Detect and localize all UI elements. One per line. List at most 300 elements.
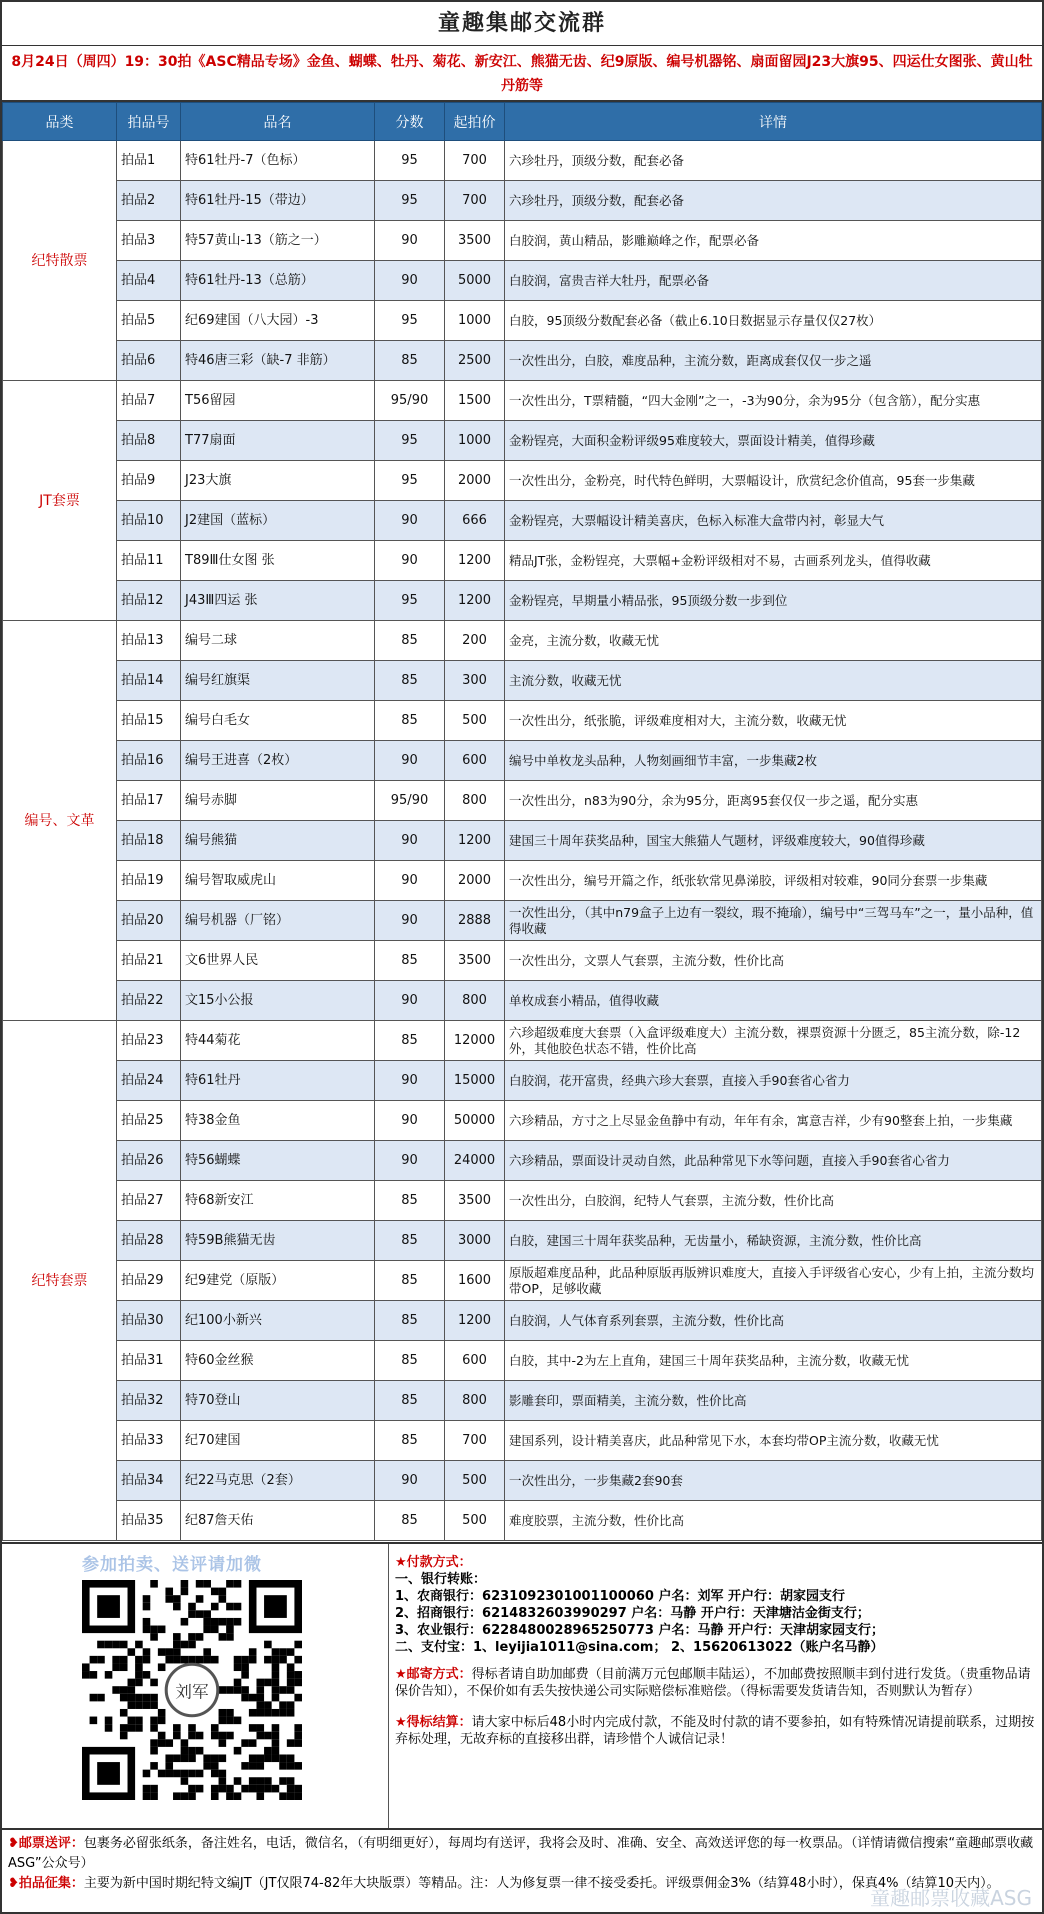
- qr-module: [272, 1648, 280, 1656]
- start-price-cell: 3500: [445, 941, 505, 981]
- qr-module: [112, 1656, 120, 1664]
- qr-module: [143, 1792, 151, 1800]
- qr-module: [226, 1580, 234, 1588]
- qr-module: [249, 1785, 257, 1793]
- qr-module: [150, 1580, 158, 1588]
- qr-module: [181, 1770, 189, 1778]
- table-row: [3, 1261, 1042, 1301]
- bottom-info-section: [2, 1542, 1042, 1828]
- qr-module: [226, 1603, 234, 1611]
- qr-module: [272, 1785, 280, 1793]
- qr-module: [241, 1739, 249, 1747]
- item-name-cell: T56留园: [181, 381, 375, 421]
- qr-module: [241, 1671, 249, 1679]
- qr-module: [287, 1701, 295, 1709]
- qr-module: [196, 1610, 204, 1618]
- qr-module: [226, 1626, 234, 1634]
- start-price-cell: 200: [445, 621, 505, 661]
- qr-module: [188, 1785, 196, 1793]
- qr-module: [135, 1694, 143, 1702]
- qr-module: [165, 1754, 173, 1762]
- qr-module: [196, 1595, 204, 1603]
- table-row: [3, 461, 1042, 501]
- qr-module: [219, 1777, 227, 1785]
- detail-cell: 建国三十周年获奖品种，国宝大熊猫人气题材，评级难度较大，90值得珍藏: [505, 821, 1042, 861]
- lot-number-cell: 拍品17: [117, 781, 181, 821]
- table-row: [3, 661, 1042, 701]
- detail-cell: 一次性出分，n83为90分，余为95分，距离95套仅仅一步之遥，配分实惠: [505, 781, 1042, 821]
- alipay-separator: ； 2、: [653, 1640, 694, 1655]
- score-cell: 95/90: [375, 381, 445, 421]
- qr-module: [287, 1671, 295, 1679]
- wechat-qr-code[interactable]: [82, 1580, 302, 1800]
- lot-number-cell: 拍品3: [117, 221, 181, 261]
- score-cell: 90: [375, 741, 445, 781]
- qr-module: [150, 1724, 158, 1732]
- bank-2-account: 6214832603990297: [482, 1606, 627, 1621]
- qr-module: [120, 1709, 128, 1717]
- qr-module: [211, 1724, 219, 1732]
- score-cell: 90: [375, 861, 445, 901]
- detail-cell: 白胶，建国三十周年获奖品种，无齿量小，稀缺资源，主流分数，性价比高: [505, 1221, 1042, 1261]
- qr-module: [158, 1717, 166, 1725]
- payment-heading: ★付款方式：: [395, 1555, 472, 1570]
- qr-module: [211, 1770, 219, 1778]
- start-price-cell: 1000: [445, 301, 505, 341]
- qr-module: [226, 1785, 234, 1793]
- qr-module: [279, 1648, 287, 1656]
- lot-number-cell: 拍品19: [117, 861, 181, 901]
- qr-module: [150, 1679, 158, 1687]
- bank-line-1: [395, 1588, 1036, 1605]
- qr-module: [241, 1663, 249, 1671]
- item-name-cell: 编号智取威虎山: [181, 861, 375, 901]
- table-row: [3, 541, 1042, 581]
- qr-module: [264, 1732, 272, 1740]
- table-row: [3, 301, 1042, 341]
- qr-module: [143, 1595, 151, 1603]
- table-row: [3, 1461, 1042, 1501]
- item-name-cell: 纪9建党（原版）: [181, 1261, 375, 1301]
- header-item-name: 品名: [181, 103, 375, 141]
- lot-number-cell: 拍品35: [117, 1501, 181, 1541]
- qr-module: [188, 1656, 196, 1664]
- qr-module: [90, 1717, 98, 1725]
- qr-module: [226, 1633, 234, 1641]
- lot-number-cell: 拍品6: [117, 341, 181, 381]
- item-name-cell: 特61牡丹-13（总筋）: [181, 261, 375, 301]
- qr-module: [196, 1732, 204, 1740]
- start-price-cell: 1500: [445, 381, 505, 421]
- lot-number-cell: 拍品13: [117, 621, 181, 661]
- score-cell: 95: [375, 181, 445, 221]
- score-cell: 90: [375, 901, 445, 941]
- start-price-cell: 800: [445, 1381, 505, 1421]
- qr-module: [287, 1785, 295, 1793]
- item-name-cell: T89Ⅲ仕女图 张: [181, 541, 375, 581]
- qr-module: [279, 1754, 287, 1762]
- qr-module: [294, 1679, 302, 1687]
- qr-module: [219, 1618, 227, 1626]
- qr-module: [135, 1724, 143, 1732]
- qr-module: [135, 1656, 143, 1664]
- table-row: [3, 1061, 1042, 1101]
- qr-module: [211, 1792, 219, 1800]
- qr-module: [241, 1694, 249, 1702]
- auction-subtitle: 8月24日（周四）19：30拍《ASC精品专场》金鱼、蝴蝶、牡丹、菊花、新安江、熊猫无齿、纪9原版、编号机器铭、扇面留园J23大旗95、四运仕女图张、黄山牡丹筋等: [2, 46, 1042, 102]
- item-name-cell: 特46唐三彩（缺-7 非筋）: [181, 341, 375, 381]
- item-name-cell: 纪87詹天佑: [181, 1501, 375, 1541]
- qr-module: [135, 1641, 143, 1649]
- lot-number-cell: 拍品31: [117, 1341, 181, 1381]
- qr-module: [150, 1701, 158, 1709]
- qr-module: [287, 1679, 295, 1687]
- item-name-cell: 特60金丝猴: [181, 1341, 375, 1381]
- qr-module: [120, 1641, 128, 1649]
- qr-heading: 参加拍卖、送评请加微: [82, 1555, 262, 1575]
- qr-module: [256, 1709, 264, 1717]
- start-price-cell: 2000: [445, 461, 505, 501]
- qr-module: [287, 1754, 295, 1762]
- qr-module: [165, 1762, 173, 1770]
- table-row: [3, 1341, 1042, 1381]
- start-price-cell: 2500: [445, 341, 505, 381]
- qr-module: [203, 1656, 211, 1664]
- score-cell: 85: [375, 1341, 445, 1381]
- detail-cell: 六珍牡丹，顶级分数，配套必备: [505, 141, 1042, 181]
- table-row: [3, 1421, 1042, 1461]
- header-detail: 详情: [505, 103, 1042, 141]
- table-row: [3, 1021, 1042, 1061]
- qr-module: [112, 1641, 120, 1649]
- start-price-cell: 666: [445, 501, 505, 541]
- qr-module: [287, 1709, 295, 1717]
- qr-module: [272, 1754, 280, 1762]
- detail-cell: 一次性出分，编号开篇之作，纸张软常见鼻涕胶，评级相对较难，90同分套票一步集藏: [505, 861, 1042, 901]
- qr-module: [249, 1754, 257, 1762]
- lot-number-cell: 拍品18: [117, 821, 181, 861]
- qr-module: [90, 1694, 98, 1702]
- qr-module: [112, 1663, 120, 1671]
- qr-module: [211, 1762, 219, 1770]
- table-row: [3, 1381, 1042, 1421]
- item-name-cell: J2建国（蓝标）: [181, 501, 375, 541]
- qr-module: [211, 1656, 219, 1664]
- table-row: [3, 741, 1042, 781]
- detail-cell: 一次性出分，金粉亮，时代特色鲜明，大票幅设计，欣赏纪念价值高，95套一步集藏: [505, 461, 1042, 501]
- start-price-cell: 1200: [445, 821, 505, 861]
- table-row: [3, 581, 1042, 621]
- send-grading-text: 包裹务必留张纸条，备注姓名，电话，微信名，（有明细更好），每周均有送评，我将会及时、准确、安全、高效送评您的每一枚票品。（详情请微信搜索“童趣邮票收藏ASG”公众号）: [8, 1836, 1034, 1871]
- qr-module: [256, 1724, 264, 1732]
- category-cell: 纪特散票: [3, 141, 117, 381]
- table-row: [3, 421, 1042, 461]
- qr-module: [196, 1770, 204, 1778]
- table-row: [3, 621, 1042, 661]
- qr-module: [105, 1641, 113, 1649]
- qr-module: [97, 1694, 105, 1702]
- table-body: [3, 141, 1042, 1541]
- lot-number-cell: 拍品11: [117, 541, 181, 581]
- qr-module: [188, 1754, 196, 1762]
- qr-module: [120, 1694, 128, 1702]
- header-lot-no: 拍品号: [117, 103, 181, 141]
- item-name-cell: 编号机器（厂铭）: [181, 901, 375, 941]
- collection-heading: ❥拍品征集：: [8, 1876, 84, 1891]
- qr-module: [128, 1694, 136, 1702]
- alipay-prefix: 二、支付宝：1、: [395, 1640, 496, 1655]
- qr-module: [173, 1641, 181, 1649]
- start-price-cell: 500: [445, 1461, 505, 1501]
- lot-number-cell: 拍品24: [117, 1061, 181, 1101]
- qr-module: [173, 1595, 181, 1603]
- item-name-cell: 特44菊花: [181, 1021, 375, 1061]
- alipay-account-name: （账户名马静）: [792, 1640, 884, 1655]
- detail-cell: 一次性出分，纸张脆，评级难度相对大，主流分数，收藏无忧: [505, 701, 1042, 741]
- item-name-cell: 纪22马克思（2套）: [181, 1461, 375, 1501]
- qr-module: [173, 1603, 181, 1611]
- table-row: [3, 821, 1042, 861]
- table-row: [3, 261, 1042, 301]
- qr-module: [294, 1792, 302, 1800]
- qr-module: [120, 1656, 128, 1664]
- lot-number-cell: 拍品14: [117, 661, 181, 701]
- detail-cell: 金粉锃亮，大面积金粉评级95难度较大，票面设计精美，值得珍藏: [505, 421, 1042, 461]
- qr-module: [241, 1656, 249, 1664]
- start-price-cell: 1200: [445, 1301, 505, 1341]
- score-cell: 85: [375, 1381, 445, 1421]
- detail-cell: 白胶润，人气体育系列套票，主流分数，性价比高: [505, 1301, 1042, 1341]
- qr-module: [249, 1648, 257, 1656]
- start-price-cell: 1200: [445, 581, 505, 621]
- qr-module: [188, 1633, 196, 1641]
- alipay-account-2: 15620613022: [693, 1640, 793, 1655]
- qr-module: [158, 1626, 166, 1634]
- score-cell: 95: [375, 301, 445, 341]
- qr-module: [219, 1588, 227, 1596]
- score-cell: 90: [375, 501, 445, 541]
- qr-module: [165, 1656, 173, 1664]
- qr-module: [241, 1686, 249, 1694]
- qr-module: [173, 1648, 181, 1656]
- qr-module: [241, 1762, 249, 1770]
- qr-module: [135, 1717, 143, 1725]
- score-cell: 95/90: [375, 781, 445, 821]
- score-cell: 90: [375, 1461, 445, 1501]
- lot-number-cell: 拍品9: [117, 461, 181, 501]
- item-name-cell: T77扇面: [181, 421, 375, 461]
- qr-module: [272, 1686, 280, 1694]
- qr-module: [143, 1770, 151, 1778]
- payment-section: [388, 1544, 1042, 1830]
- start-price-cell: 700: [445, 1421, 505, 1461]
- qr-module: [219, 1709, 227, 1717]
- qr-module: [234, 1792, 242, 1800]
- start-price-cell: 600: [445, 741, 505, 781]
- qr-module: [234, 1603, 242, 1611]
- table-row: [3, 781, 1042, 821]
- qr-module: [128, 1701, 136, 1709]
- qr-module: [272, 1747, 280, 1755]
- qr-section: [2, 1544, 386, 1830]
- table-row: [3, 861, 1042, 901]
- qr-module: [234, 1777, 242, 1785]
- detail-cell: 白胶润，黄山精品，影雕巅峰之作，配票必备: [505, 221, 1042, 261]
- table-row: [3, 1101, 1042, 1141]
- qr-finder-inner: [264, 1595, 287, 1618]
- table-row: [3, 1181, 1042, 1221]
- qr-module: [150, 1717, 158, 1725]
- score-cell: 90: [375, 541, 445, 581]
- table-row: [3, 221, 1042, 261]
- alipay-account-1: leyijia1011@sina.com: [495, 1640, 654, 1655]
- qr-module: [256, 1792, 264, 1800]
- qr-module: [226, 1686, 234, 1694]
- qr-module: [203, 1618, 211, 1626]
- score-cell: 85: [375, 1421, 445, 1461]
- qr-module: [279, 1701, 287, 1709]
- detail-cell: 白胶，其中-2为左上直角，建国三十周年获奖品种，主流分数，收藏无忧: [505, 1341, 1042, 1381]
- qr-module: [249, 1777, 257, 1785]
- qr-module: [256, 1732, 264, 1740]
- qr-module: [264, 1656, 272, 1664]
- detail-cell: 一次性出分，白胶润，纪特人气套票，主流分数，性价比高: [505, 1181, 1042, 1221]
- detail-cell: 金亮，主流分数，收藏无忧: [505, 621, 1042, 661]
- qr-module: [143, 1626, 151, 1634]
- detail-cell: 一次性出分，（其中n79盒子上边有一裂纹，瑕不掩瑜），编号中“三驾马车”之一，量小品种，值得收藏: [505, 901, 1042, 941]
- score-cell: 90: [375, 1061, 445, 1101]
- qr-module: [158, 1709, 166, 1717]
- qr-module: [105, 1724, 113, 1732]
- detail-cell: 精品JT张，金粉锃亮，大票幅+金粉评级相对不易，古画系列龙头，值得收藏: [505, 541, 1042, 581]
- qr-module: [181, 1792, 189, 1800]
- qr-module: [287, 1663, 295, 1671]
- score-cell: 90: [375, 821, 445, 861]
- detail-cell: 金粉锃亮，大票幅设计精美喜庆，色标入标准大盒带内衬，彰显大气: [505, 501, 1042, 541]
- start-price-cell: 700: [445, 141, 505, 181]
- score-cell: 85: [375, 1021, 445, 1061]
- score-cell: 85: [375, 341, 445, 381]
- item-name-cell: 特68新安江: [181, 1181, 375, 1221]
- start-price-cell: 2888: [445, 901, 505, 941]
- qr-module: [188, 1732, 196, 1740]
- qr-module: [279, 1686, 287, 1694]
- qr-module: [203, 1754, 211, 1762]
- qr-module: [188, 1724, 196, 1732]
- table-row: [3, 1501, 1042, 1541]
- qr-module: [211, 1588, 219, 1596]
- qr-module: [158, 1739, 166, 1747]
- qr-module: [150, 1694, 158, 1702]
- qr-module: [211, 1732, 219, 1740]
- lot-number-cell: 拍品29: [117, 1261, 181, 1301]
- bank-1-info: 户名：刘军 开户行：胡家园支行: [653, 1589, 845, 1604]
- lot-number-cell: 拍品2: [117, 181, 181, 221]
- qr-module: [173, 1732, 181, 1740]
- qr-module: [272, 1656, 280, 1664]
- lot-number-cell: 拍品33: [117, 1421, 181, 1461]
- start-price-cell: 500: [445, 1501, 505, 1541]
- qr-module: [249, 1739, 257, 1747]
- qr-module: [82, 1671, 90, 1679]
- qr-module: [272, 1709, 280, 1717]
- qr-module: [173, 1724, 181, 1732]
- item-name-cell: 编号王进喜（2枚）: [181, 741, 375, 781]
- bank-2-info: 户名：马静 开户行：天津塘沽金街支行；: [626, 1606, 870, 1621]
- auction-table: [2, 102, 1042, 1541]
- lot-number-cell: 拍品32: [117, 1381, 181, 1421]
- start-price-cell: 1200: [445, 541, 505, 581]
- detail-cell: 建国系列，设计精美喜庆，此品种常见下水，本套均带OP主流分数，收藏无忧: [505, 1421, 1042, 1461]
- detail-cell: 白胶润，花开富贵，经典六珍大套票，直接入手90套省心省力: [505, 1061, 1042, 1101]
- page-title: 童趣集邮交流群: [2, 2, 1042, 46]
- lot-number-cell: 拍品25: [117, 1101, 181, 1141]
- qr-module: [219, 1732, 227, 1740]
- qr-module: [112, 1686, 120, 1694]
- qr-module: [264, 1641, 272, 1649]
- qr-center-label: 刘军: [175, 1682, 209, 1702]
- item-name-cell: 特59B熊猫无齿: [181, 1221, 375, 1261]
- lot-number-cell: 拍品10: [117, 501, 181, 541]
- qr-module: [181, 1739, 189, 1747]
- qr-module: [203, 1626, 211, 1634]
- bank-transfer-title: 一、银行转账：: [395, 1572, 487, 1587]
- qr-module: [264, 1709, 272, 1717]
- qr-module: [264, 1679, 272, 1687]
- qr-module: [264, 1747, 272, 1755]
- qr-module: [249, 1656, 257, 1664]
- qr-module: [211, 1754, 219, 1762]
- detail-cell: 一次性出分，文票人气套票，主流分数，性价比高: [505, 941, 1042, 981]
- lot-number-cell: 拍品20: [117, 901, 181, 941]
- table-row: [3, 1221, 1042, 1261]
- qr-module: [181, 1580, 189, 1588]
- bank-3-prefix: 3、农业银行：: [395, 1623, 483, 1638]
- qr-module: [203, 1580, 211, 1588]
- qr-module: [143, 1603, 151, 1611]
- qr-module: [150, 1739, 158, 1747]
- qr-module: [211, 1618, 219, 1626]
- start-price-cell: 1000: [445, 421, 505, 461]
- qr-module: [128, 1679, 136, 1687]
- detail-cell: 六珍牡丹，顶级分数，配套必备: [505, 181, 1042, 221]
- qr-finder-inner: [97, 1595, 120, 1618]
- item-name-cell: 编号白毛女: [181, 701, 375, 741]
- qr-module: [272, 1679, 280, 1687]
- qr-module: [272, 1694, 280, 1702]
- qr-module: [226, 1732, 234, 1740]
- qr-module: [181, 1747, 189, 1755]
- lot-number-cell: 拍品12: [117, 581, 181, 621]
- qr-module: [294, 1656, 302, 1664]
- qr-module: [90, 1656, 98, 1664]
- qr-module: [128, 1686, 136, 1694]
- item-name-cell: 编号红旗渠: [181, 661, 375, 701]
- settlement-text: 请大家中标后48小时内完成付款，不能及时付款的请不要参拍，如有特殊情况请提前联系，过期按弃标处理，无故弃标的直接移出群，请珍惜个人诚信记录！: [395, 1715, 1035, 1747]
- qr-module: [226, 1792, 234, 1800]
- qr-module: [173, 1792, 181, 1800]
- qr-module: [211, 1785, 219, 1793]
- qr-module: [188, 1610, 196, 1618]
- table-row: [3, 381, 1042, 421]
- score-cell: 90: [375, 1101, 445, 1141]
- qr-module: [279, 1709, 287, 1717]
- table-row: [3, 901, 1042, 941]
- qr-module: [241, 1785, 249, 1793]
- qr-module: [135, 1671, 143, 1679]
- start-price-cell: 700: [445, 181, 505, 221]
- qr-module: [287, 1762, 295, 1770]
